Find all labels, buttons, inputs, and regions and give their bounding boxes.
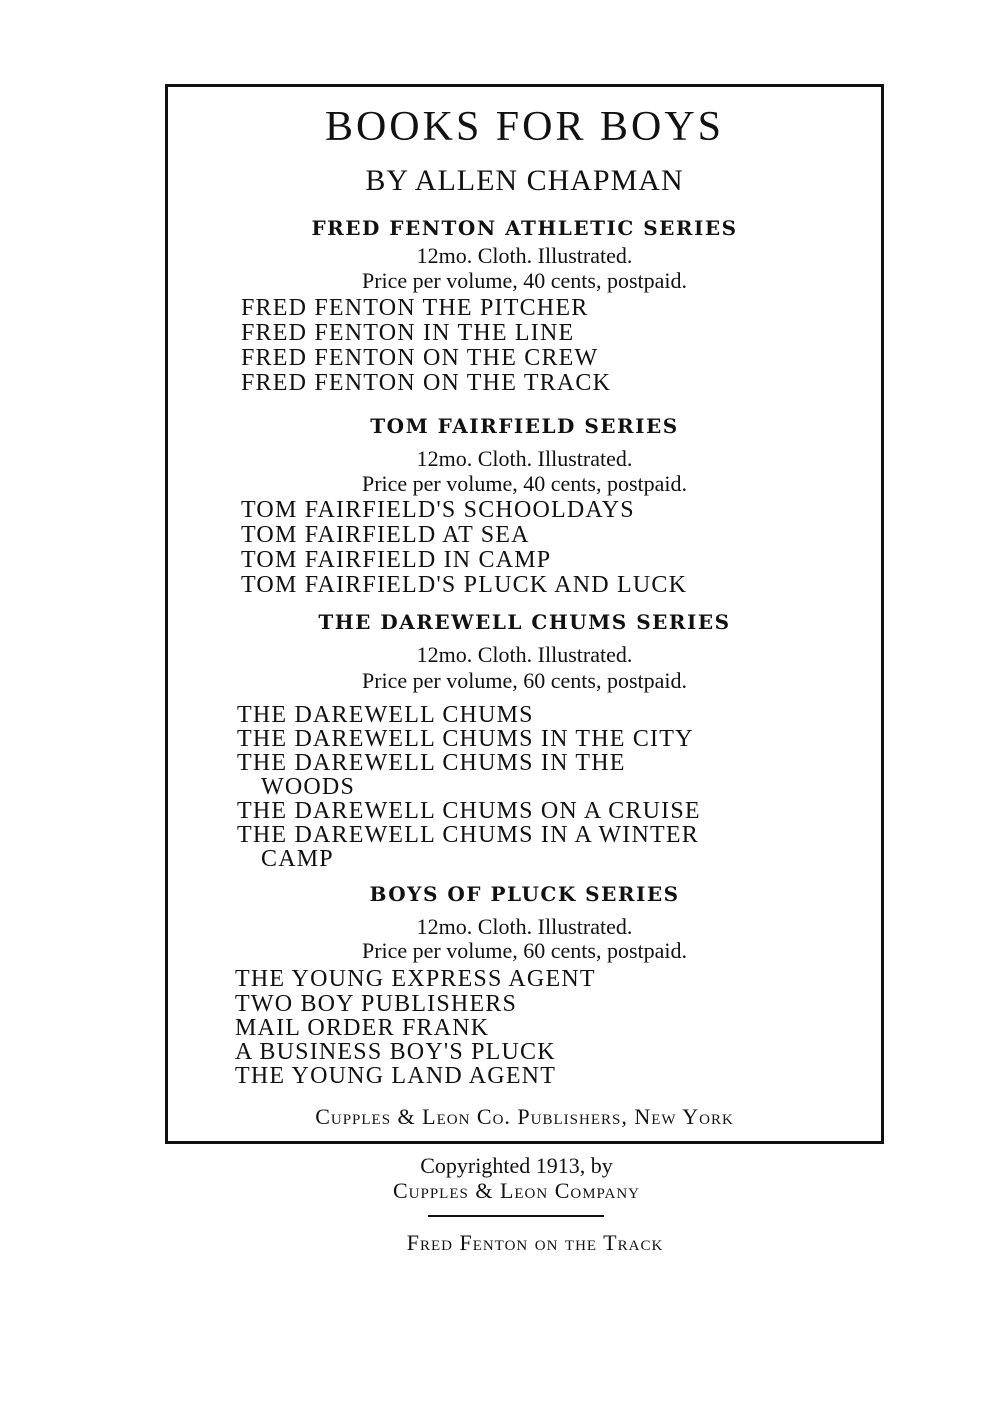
book-title: TOM FAIRFIELD IN CAMP [241, 547, 552, 573]
book-title: THE DAREWELL CHUMS ON A CRUISE [237, 798, 701, 824]
book-title: THE DAREWELL CHUMS IN A WINTER [237, 822, 699, 848]
series-heading: TOM FAIRFIELD SERIES [370, 414, 679, 438]
page-title: BOOKS FOR BOYS [324, 104, 725, 150]
book-title: FRED FENTON IN THE LINE [241, 320, 575, 346]
book-title: TOM FAIRFIELD'S PLUCK AND LUCK [241, 572, 688, 598]
copyright-line: Copyrighted 1913, by [420, 1153, 613, 1178]
series-price: Price per volume, 60 cents, postpaid. [361, 668, 688, 693]
copyright-holder: Cupples & Leon Company [392, 1178, 641, 1203]
running-title: Fred Fenton on the Track [406, 1230, 664, 1255]
book-title-continuation: CAMP [261, 846, 334, 872]
divider-rule [428, 1215, 604, 1217]
book-title: THE DAREWELL CHUMS IN THE CITY [237, 726, 694, 752]
book-title: FRED FENTON ON THE CREW [241, 345, 599, 371]
book-title: MAIL ORDER FRANK [235, 1015, 490, 1041]
book-title: TOM FAIRFIELD AT SEA [241, 522, 530, 548]
series-price: Price per volume, 60 cents, postpaid. [361, 938, 688, 963]
book-title: THE YOUNG EXPRESS AGENT [235, 966, 596, 992]
book-title: THE DAREWELL CHUMS [237, 702, 534, 728]
book-title: FRED FENTON ON THE TRACK [241, 370, 612, 396]
book-title: THE YOUNG LAND AGENT [235, 1063, 557, 1089]
series-format: 12mo. Cloth. Illustrated. [416, 243, 633, 268]
book-title: THE DAREWELL CHUMS IN THE [237, 750, 626, 776]
series-format: 12mo. Cloth. Illustrated. [416, 914, 633, 939]
series-format: 12mo. Cloth. Illustrated. [416, 446, 633, 471]
series-format: 12mo. Cloth. Illustrated. [416, 642, 633, 667]
series-price: Price per volume, 40 cents, postpaid. [361, 471, 688, 496]
publisher-line: Cupples & Leon Co. Publishers, New York [315, 1104, 734, 1129]
book-title: FRED FENTON THE PITCHER [241, 295, 589, 321]
series-price: Price per volume, 40 cents, postpaid. [361, 268, 688, 293]
series-heading: THE DAREWELL CHUMS SERIES [318, 610, 731, 634]
author-byline: BY ALLEN CHAPMAN [365, 164, 684, 197]
series-heading: BOYS OF PLUCK SERIES [369, 882, 680, 906]
book-title: TOM FAIRFIELD'S SCHOOLDAYS [241, 497, 635, 523]
book-title: A BUSINESS BOY'S PLUCK [235, 1039, 556, 1065]
series-heading: FRED FENTON ATHLETIC SERIES [311, 216, 738, 240]
book-title-continuation: WOODS [261, 774, 355, 800]
book-title: TWO BOY PUBLISHERS [235, 991, 518, 1017]
advertisement-frame [165, 84, 884, 1144]
